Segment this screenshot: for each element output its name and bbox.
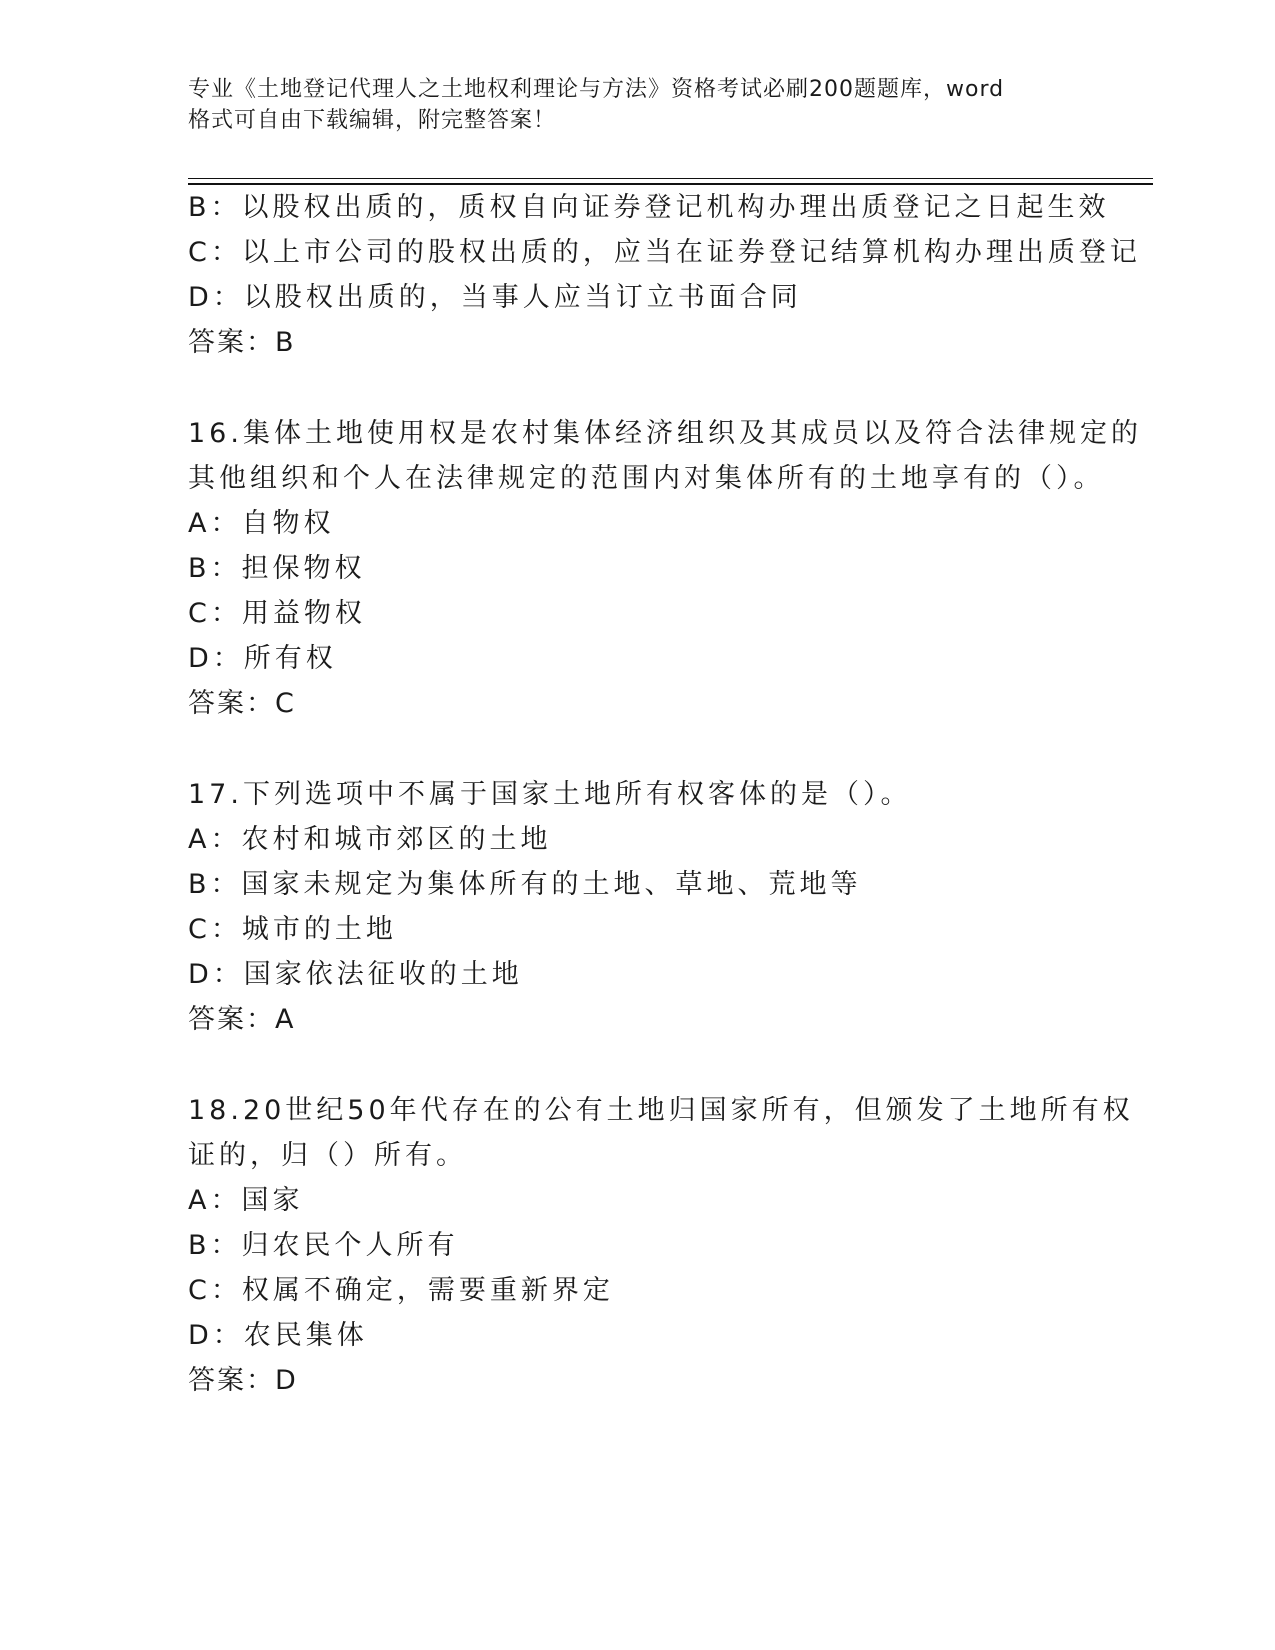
answer: 答案：A: [188, 1004, 296, 1035]
question-16: [188, 411, 1142, 726]
prev-question-block: [188, 185, 1141, 365]
option-d: D：农民集体: [188, 1320, 368, 1351]
option-b: B：国家未规定为集体所有的土地、草地、荒地等: [188, 869, 862, 900]
answer: 答案：B: [188, 327, 296, 358]
header-line-2: 格式可自由下载编辑，附完整答案！: [188, 108, 557, 133]
answer: 答案：D: [188, 1365, 298, 1396]
question-stem-line: 17.下列选项中不属于国家土地所有权客体的是（）。: [188, 779, 912, 810]
document-header: [188, 74, 1068, 136]
option-a: A：农村和城市郊区的土地: [188, 824, 552, 855]
option-b: B：以股权出质的，质权自向证券登记机构办理出质登记之日起生效: [188, 192, 1110, 223]
header-divider-top: [188, 178, 1153, 179]
answer: 答案：C: [188, 688, 296, 719]
question-stem-line: 16.集体土地使用权是农村集体经济组织及其成员以及符合法律规定的: [188, 418, 1142, 449]
option-c: C：城市的土地: [188, 914, 397, 945]
question-list: [188, 185, 1142, 1403]
option-c: C：用益物权: [188, 598, 366, 629]
option-d: D：以股权出质的，当事人应当订立书面合同: [188, 282, 802, 313]
option-d: D：国家依法征收的土地: [188, 959, 523, 990]
option-a: A：自物权: [188, 508, 335, 539]
option-a: A：国家: [188, 1185, 304, 1216]
question-18: [188, 1088, 1134, 1403]
question-17: [188, 772, 1088, 1042]
header-line-1: 专业《土地登记代理人之土地权利理论与方法》资格考试必刷200题题库，word: [188, 77, 1005, 102]
option-d: D：所有权: [188, 643, 337, 674]
option-c: C：以上市公司的股权出质的，应当在证券登记结算机构办理出质登记: [188, 237, 1141, 268]
question-stem-line: 其他组织和个人在法律规定的范围内对集体所有的土地享有的（）。: [188, 463, 1105, 494]
option-c: C：权属不确定，需要重新界定: [188, 1275, 614, 1306]
question-stem-line: 证的，归（）所有。: [188, 1140, 467, 1171]
option-b: B：担保物权: [188, 553, 366, 584]
option-b: B：归农民个人所有: [188, 1230, 459, 1261]
question-stem-line: 18.20世纪50年代存在的公有土地归国家所有，但颁发了土地所有权: [188, 1095, 1134, 1126]
